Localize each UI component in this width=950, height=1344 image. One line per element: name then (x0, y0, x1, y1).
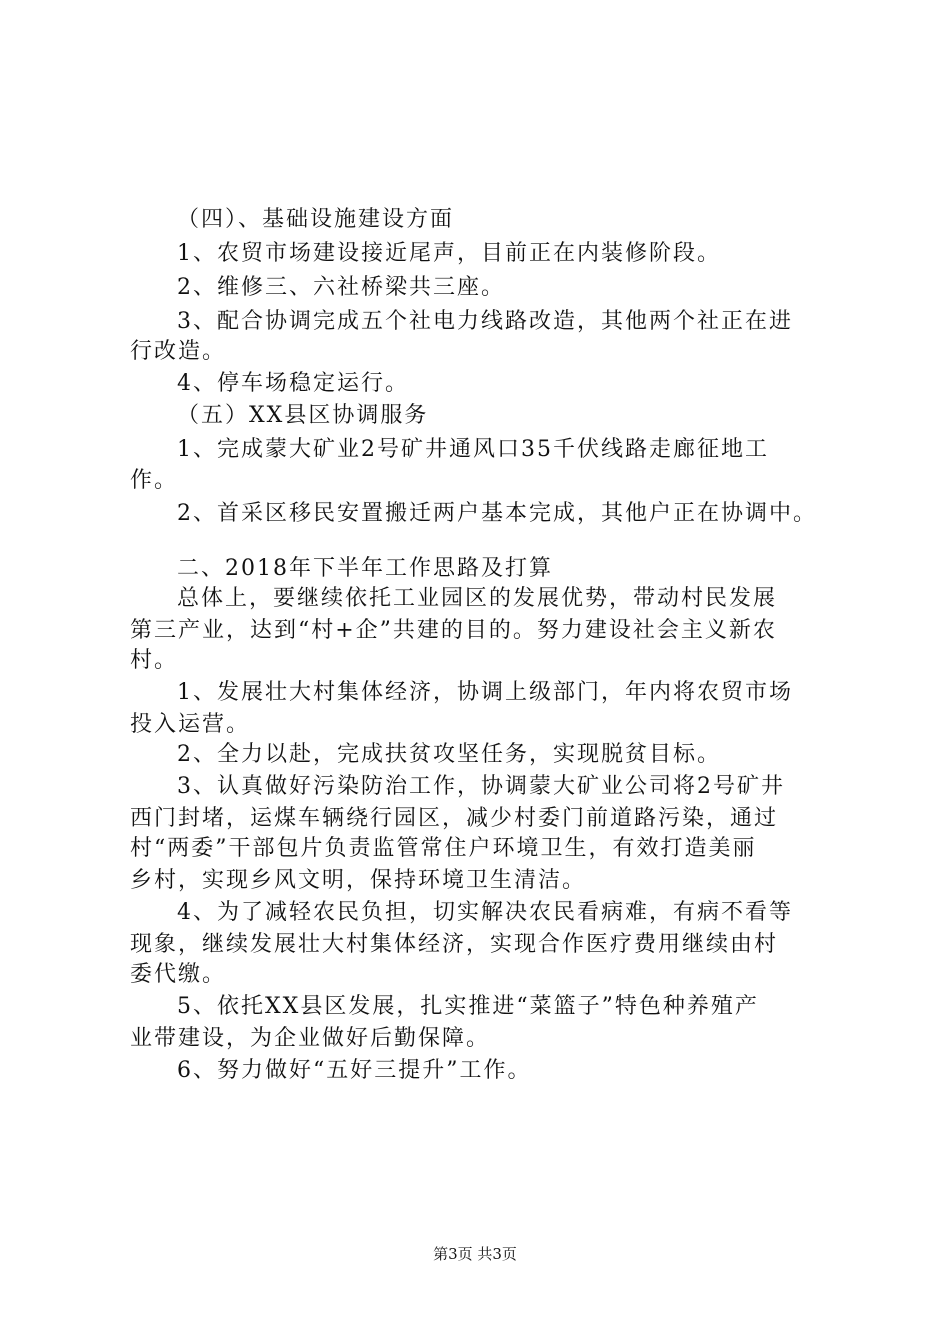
paragraph-line: 1、农贸市场建设接近尾声，目前正在内装修阶段。 (177, 241, 721, 266)
paragraph-line: 1、完成蒙大矿业2号矿井通风口35千伏线路走廊征地工 (177, 437, 769, 462)
paragraph-line: 村。 (130, 648, 179, 673)
paragraph-line: 第三产业，达到“村+企”共建的目的。努力建设社会主义新农 (130, 618, 777, 643)
paragraph-line: 村“两委”干部包片负责监管常住户环境卫生，有效打造美丽 (130, 836, 757, 861)
section-heading-coordination: （五）XX县区协调服务 (177, 403, 429, 428)
paragraph-line: 5、依托XX县区发展，扎实推进“菜篮子”特色种养殖产 (177, 994, 759, 1019)
paragraph-line: 行改造。 (130, 339, 227, 364)
section-heading-plan: 二、2018年下半年工作思路及打算 (177, 556, 553, 581)
page-footer: 第3页 共3页 (433, 1245, 517, 1263)
paragraph-line: 现象，继续发展壮大村集体经济，实现合作医疗费用继续由村 (130, 932, 779, 957)
paragraph-line: 西门封堵，运煤车辆绕行园区，减少村委门前道路污染，通过 (130, 806, 779, 831)
paragraph-line: 作。 (130, 468, 179, 493)
section-heading-infrastructure: （四）、基础设施建设方面 (177, 207, 455, 232)
paragraph-line: 4、停车场稳定运行。 (177, 371, 409, 396)
paragraph-line: 2、全力以赴，完成扶贫攻坚任务，实现脱贫目标。 (177, 742, 721, 767)
paragraph-line: 6、努力做好“五好三提升”工作。 (177, 1058, 532, 1083)
paragraph-line: 业带建设，为企业做好后勤保障。 (130, 1026, 491, 1051)
paragraph-line: 3、配合协调完成五个社电力线路改造，其他两个社正在进 (177, 309, 793, 334)
paragraph-line: 3、认真做好污染防治工作，协调蒙大矿业公司将2号矿井 (177, 774, 785, 799)
paragraph-line: 总体上，要继续依托工业园区的发展优势，带动村民发展 (177, 586, 778, 611)
paragraph-line: 1、发展壮大村集体经济，协调上级部门，年内将农贸市场 (177, 680, 793, 705)
paragraph-line: 4、为了减轻农民负担，切实解决农民看病难，有病不看等 (177, 900, 793, 925)
paragraph-line: 乡村，实现乡风文明，保持环境卫生清洁。 (130, 868, 587, 893)
paragraph-line: 2、维修三、六社桥梁共三座。 (177, 275, 505, 300)
paragraph-line: 投入运营。 (130, 712, 251, 737)
paragraph-line: 委代缴。 (130, 962, 227, 987)
paragraph-line: 2、首采区移民安置搬迁两户基本完成，其他户正在协调中。 (177, 501, 817, 526)
